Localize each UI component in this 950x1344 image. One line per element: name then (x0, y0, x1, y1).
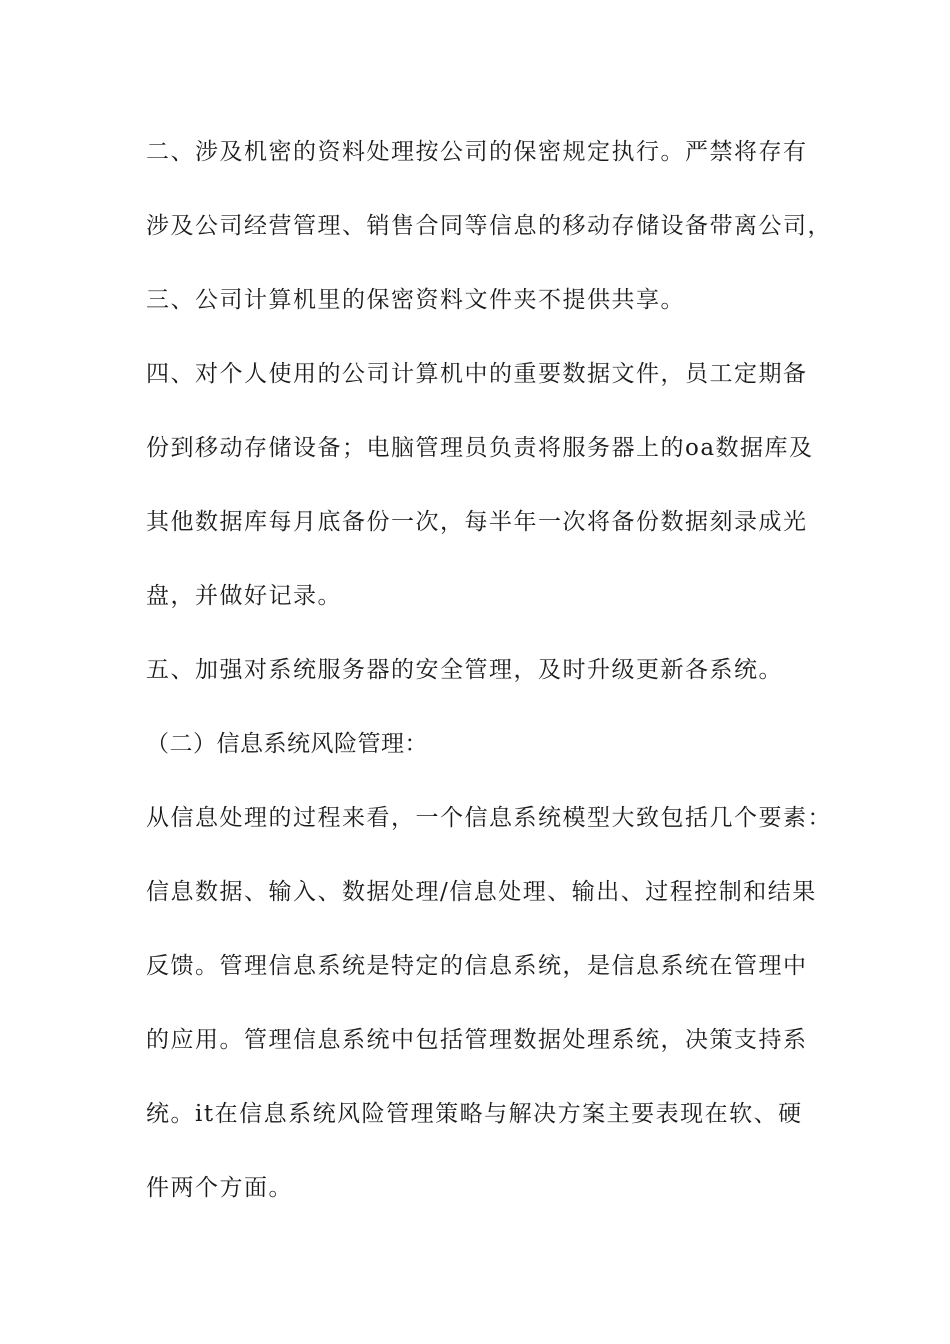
paragraph-line: 反馈。管理信息系统是特定的信息系统，是信息系统在管理中 (146, 953, 808, 979)
paragraph-line: 份到移动存储设备；电脑管理员负责将服务器上的oa数据库及 (146, 435, 814, 461)
paragraph-line: 三、公司计算机里的保密资料文件夹不提供共享。 (146, 287, 685, 313)
section-heading: （二）信息系统风险管理： (146, 731, 428, 757)
paragraph-line: 二、涉及机密的资料处理按公司的保密规定执行。严禁将存有 (146, 139, 808, 165)
paragraph-line: 盘，并做好记录。 (146, 583, 342, 609)
paragraph-line: 件两个方面。 (146, 1175, 293, 1201)
paragraph-line: 五、加强对系统服务器的安全管理，及时升级更新各系统。 (146, 657, 783, 683)
paragraph-line: 的应用。管理信息系统中包括管理数据处理系统，决策支持系 (146, 1027, 808, 1053)
paragraph-line: 信息数据、输入、数据处理/信息处理、输出、过程控制和结果 (146, 879, 817, 905)
paragraph-line: 其他数据库每月底备份一次，每半年一次将备份数据刻录成光 (146, 509, 808, 535)
paragraph-line: 涉及公司经营管理、销售合同等信息的移动存储设备带离公司， (146, 213, 832, 239)
paragraph-line: 统。it在信息系统风险管理策略与解决方案主要表现在软、硬 (146, 1101, 803, 1127)
paragraph-line: 四、对个人使用的公司计算机中的重要数据文件，员工定期备 (146, 361, 808, 387)
paragraph-line: 从信息处理的过程来看，一个信息系统模型大致包括几个要素： (146, 805, 832, 831)
